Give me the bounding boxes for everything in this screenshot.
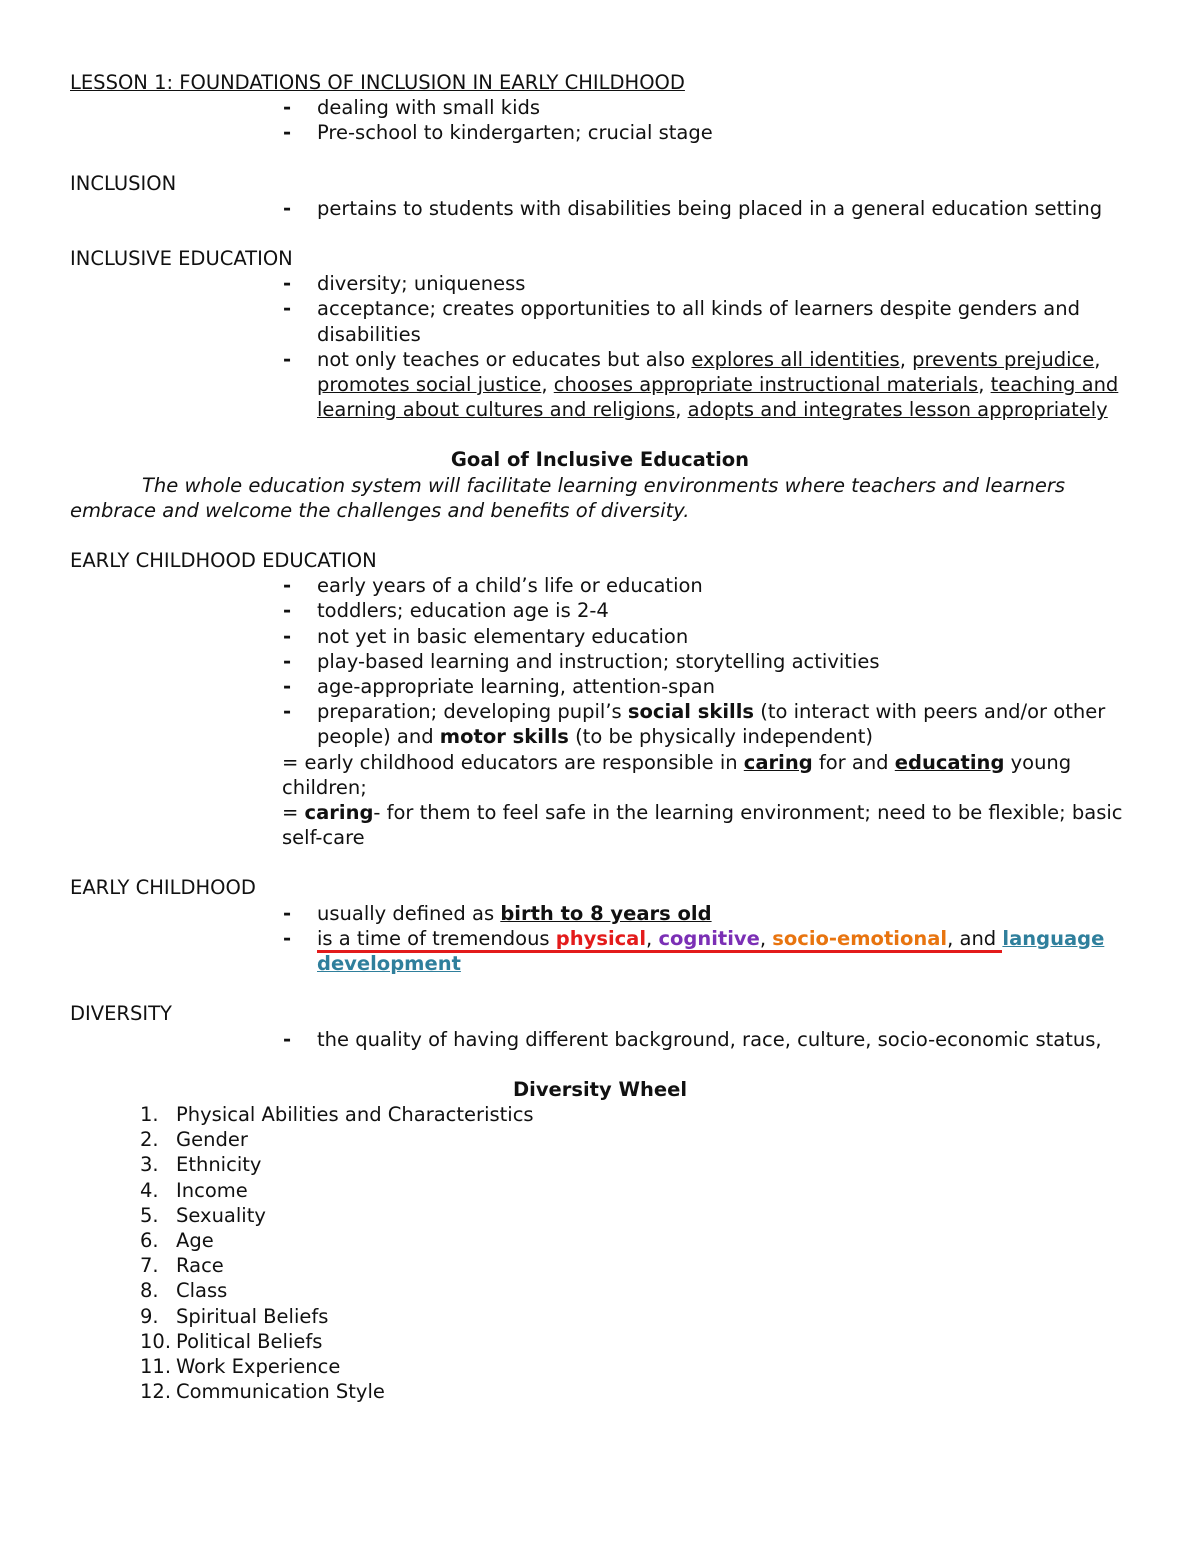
- bold-term: caring: [304, 801, 374, 825]
- list-item: [140, 1102, 1130, 1127]
- term-language-development: language development: [317, 926, 1105, 976]
- underlined-phrase: prevents prejudice: [912, 347, 1095, 371]
- bold-term: educating: [894, 750, 1005, 774]
- inclusive-education-heading: INCLUSIVE EDUCATION: [70, 247, 293, 271]
- list-item: - pertains to students with disabilities being placed in a general education setting: [317, 196, 1130, 221]
- item-number: 1.: [140, 1102, 159, 1126]
- item-text: is a time of tremendous: [317, 926, 556, 950]
- list-item: [140, 1228, 1130, 1253]
- item-number: 4.: [140, 1178, 159, 1202]
- item-text: Age: [176, 1228, 214, 1252]
- item-text: Ethnicity: [176, 1153, 262, 1177]
- intro-list: [70, 95, 1130, 145]
- underlined-phrase: explores all identities: [691, 347, 900, 371]
- note-text: = early childhood educators are responsible in: [282, 750, 744, 774]
- list-item: - acceptance; creates opportunities to all kinds of learners despite genders and disabilities: [317, 296, 1130, 346]
- item-text: (to interact with peers and/or other people) and: [317, 700, 1106, 749]
- item-number: 10.: [140, 1329, 172, 1353]
- bold-term: birth to 8 years old: [500, 901, 712, 925]
- list-item: - diversity; uniqueness: [317, 271, 1130, 296]
- bold-term: social skills: [627, 700, 755, 724]
- list-item: - toddlers; education age is 2-4: [317, 598, 1130, 623]
- term-physical: physical: [555, 926, 647, 950]
- list-item: - dealing with small kids: [317, 95, 1130, 120]
- list-item: [140, 1304, 1130, 1329]
- list-item: [317, 901, 1130, 926]
- separator: ,: [541, 373, 554, 397]
- list-item: [140, 1152, 1130, 1177]
- list-item: [140, 1178, 1130, 1203]
- list-item: [317, 347, 1130, 423]
- list-item: - early years of a child’s life or education: [317, 573, 1130, 598]
- inclusion-list: [70, 196, 1130, 221]
- list-item: - not yet in basic elementary education: [317, 624, 1130, 649]
- diversity-heading: DIVERSITY: [70, 1002, 172, 1026]
- list-item: [140, 1354, 1130, 1379]
- separator: ,: [646, 926, 659, 950]
- underlined-phrase: promotes social justice: [317, 373, 542, 397]
- separator: ,: [759, 926, 773, 950]
- item-text: Political Beliefs: [176, 1329, 323, 1353]
- early-childhood-heading: EARLY CHILDHOOD: [70, 876, 256, 900]
- ece-list: [70, 573, 1130, 749]
- item-text: Physical Abilities and Characteristics: [176, 1102, 534, 1126]
- separator: , and: [947, 926, 1003, 950]
- list-item: [140, 1203, 1130, 1228]
- item-text: Class: [176, 1279, 228, 1303]
- item-number: 5.: [140, 1203, 159, 1227]
- term-socio-emotional: socio-emotional: [772, 926, 948, 950]
- diversity-list: [70, 1027, 1130, 1052]
- bold-term: motor skills: [439, 725, 569, 749]
- lesson-title: LESSON 1: FOUNDATIONS OF INCLUSION IN EARLY CHILDHOOD: [70, 71, 685, 94]
- item-number: 9.: [140, 1304, 159, 1328]
- list-item: - Pre-school to kindergarten; crucial stage: [317, 120, 1130, 145]
- goal-text: The whole education system will facilitate learning environments where teachers and learners embrace and welcome the challenges and benefits of diversity.: [70, 473, 1066, 522]
- item-number: 2.: [140, 1128, 159, 1152]
- list-item: [140, 1379, 1130, 1404]
- highlighted-line: [317, 927, 1002, 953]
- underlined-phrase: adopts and integrates lesson appropriately: [687, 398, 1108, 422]
- item-text: Race: [176, 1254, 224, 1278]
- item-number: 3.: [140, 1153, 159, 1177]
- list-item: - the quality of having different background, race, culture, socio-economic status,: [317, 1027, 1130, 1052]
- inclusion-heading: INCLUSION: [70, 171, 177, 195]
- term-cognitive: cognitive: [658, 926, 760, 950]
- equals-note: [70, 750, 1130, 800]
- note-text: for and: [812, 750, 895, 774]
- item-number: 12.: [140, 1380, 172, 1404]
- item-text: Communication Style: [176, 1380, 385, 1404]
- underlined-phrase: chooses appropriate instructional materials: [553, 373, 979, 397]
- list-item: - play-based learning and instruction; storytelling activities: [317, 649, 1130, 674]
- list-item: - age-appropriate learning, attention-span: [317, 674, 1130, 699]
- list-item: [140, 1127, 1130, 1152]
- document-page: [70, 70, 1130, 1404]
- separator: ,: [1094, 347, 1101, 371]
- note-text: young children;: [282, 750, 1072, 799]
- list-item: [140, 1253, 1130, 1278]
- diversity-wheel-heading: Diversity Wheel: [512, 1077, 688, 1101]
- list-item: [140, 1278, 1130, 1303]
- separator: ,: [675, 398, 688, 422]
- item-text: Gender: [176, 1128, 248, 1152]
- early-childhood-list: [70, 901, 1130, 977]
- bold-term: caring: [743, 750, 813, 774]
- item-text: preparation; developing pupil’s: [317, 700, 628, 724]
- item-text: Sexuality: [176, 1203, 266, 1227]
- separator: ,: [978, 373, 991, 397]
- diversity-wheel-list: [70, 1102, 1130, 1404]
- item-number: 11.: [140, 1354, 172, 1378]
- item-text: (to be physically independent): [568, 725, 874, 749]
- ece-heading: EARLY CHILDHOOD EDUCATION: [70, 549, 377, 573]
- item-text: usually defined as: [317, 901, 501, 925]
- inclusive-education-list: [70, 271, 1130, 422]
- note-text: - for them to feel safe in the learning environment; need to be flexible; basic self-care: [282, 801, 1123, 850]
- note-text: =: [282, 801, 305, 825]
- goal-heading: Goal of Inclusive Education: [450, 448, 750, 472]
- underlined-phrase: teaching and learning about cultures and religions: [317, 373, 1119, 422]
- item-text: not only teaches or educates but also: [317, 347, 692, 371]
- item-number: 7.: [140, 1254, 159, 1278]
- equals-note: [70, 800, 1130, 850]
- item-number: 8.: [140, 1279, 159, 1303]
- list-item: [317, 699, 1130, 749]
- item-text: Spiritual Beliefs: [176, 1304, 329, 1328]
- item-text: Income: [176, 1178, 248, 1202]
- list-item: [317, 926, 1130, 976]
- separator: ,: [899, 347, 913, 371]
- item-text: Work Experience: [176, 1354, 341, 1378]
- item-number: 6.: [140, 1228, 159, 1252]
- list-item: [140, 1329, 1130, 1354]
